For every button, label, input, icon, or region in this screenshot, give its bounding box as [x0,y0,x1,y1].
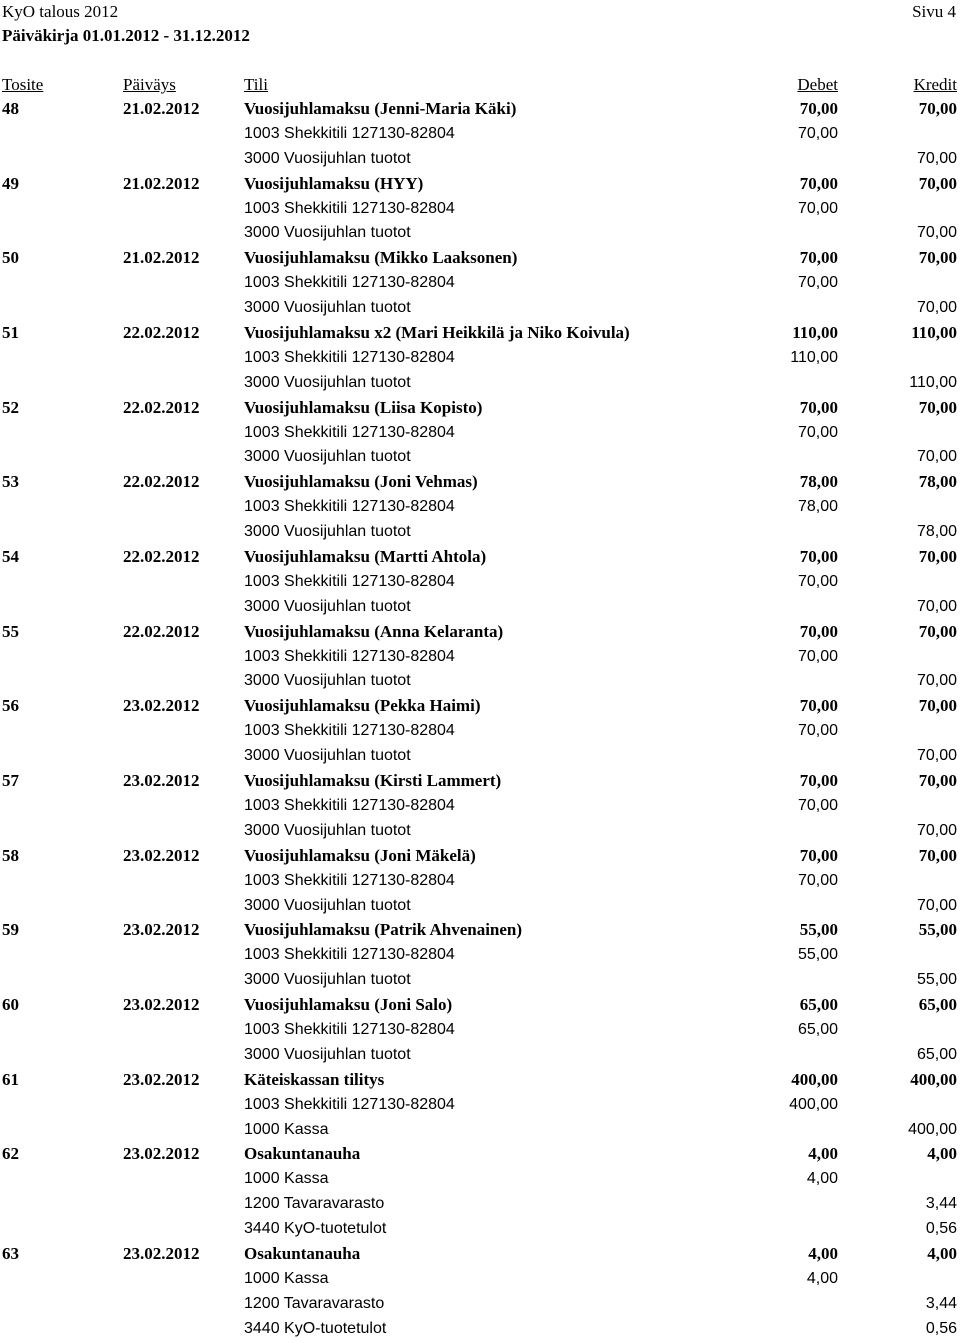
account-line-row [0,271,960,296]
voucher-number: 53 [2,472,19,492]
account-name: 3440 KyO-tuotetulot [244,1220,387,1238]
account-line-row [0,1118,960,1143]
line-debet: 4,00 [806,1269,838,1287]
line-kredit: 65,00 [916,1045,957,1063]
line-kredit: 3,44 [925,1294,957,1312]
page-number: Sivu 4 [912,2,956,21]
line-kredit: 400,00 [908,1120,957,1138]
account-name: 3000 Vuosijuhlan tuotot [244,299,411,317]
line-debet: 400,00 [789,1095,838,1113]
entry-debet-total: 78,00 [799,472,838,492]
line-debet: 70,00 [797,572,838,590]
account-line-row [0,645,960,670]
line-debet: 70,00 [797,199,838,217]
entry-debet-total: 70,00 [799,547,838,567]
entry-kredit-total: 70,00 [918,621,957,641]
entry-debet-total: 70,00 [799,621,838,641]
entry-description: Osakuntanauha [244,1144,361,1164]
line-kredit: 0,56 [925,1319,957,1337]
voucher-number: 54 [2,547,19,567]
entry-date: 23.02.2012 [123,1144,200,1164]
entry-kredit-total: 110,00 [911,323,957,343]
account-line-row [0,1292,960,1317]
entry-description: Vuosijuhlamaksu (Joni Vehmas) [244,472,478,492]
account-line-row [0,197,960,222]
account-name: 3000 Vuosijuhlan tuotot [244,896,411,914]
entry-header-row [0,918,960,943]
entry-debet-total: 70,00 [799,771,838,791]
line-kredit: 70,00 [916,224,957,242]
account-line-row [0,495,960,520]
entry-kredit-total: 70,00 [918,248,957,268]
account-line-row [0,346,960,371]
account-name: 1200 Tavaravarasto [244,1294,385,1312]
account-name: 3000 Vuosijuhlan tuotot [244,821,411,839]
entry-date: 23.02.2012 [123,995,200,1015]
entry-header-row [0,1142,960,1167]
account-line-row [0,1167,960,1192]
line-kredit: 70,00 [916,747,957,765]
entry-description: Osakuntanauha [244,1243,361,1263]
entry-date: 22.02.2012 [123,547,200,567]
account-name: 1003 Shekkitili 127130-82804 [244,722,455,740]
voucher-number: 62 [2,1144,19,1164]
entry-debet-total: 70,00 [799,99,838,118]
entry-debet-total: 55,00 [799,920,838,940]
voucher-number: 57 [2,771,19,791]
entry-header-row [0,246,960,271]
entry-date: 23.02.2012 [123,696,200,716]
account-name: 3000 Vuosijuhlan tuotot [244,672,411,690]
entry-kredit-total: 400,00 [910,1069,957,1089]
entry-kredit-total: 70,00 [918,696,957,716]
entry-date: 23.02.2012 [123,920,200,940]
entry-description: Vuosijuhlamaksu (Jenni-Maria Käki) [244,99,517,118]
entry-description: Vuosijuhlamaksu (Mikko Laaksonen) [244,248,518,268]
entry-kredit-total: 4,00 [927,1243,957,1263]
entry-kredit-total: 55,00 [918,920,957,940]
entry-debet-total: 65,00 [799,995,838,1015]
entry-header-row [0,396,960,421]
account-name: 1003 Shekkitili 127130-82804 [244,423,455,441]
line-debet: 70,00 [797,647,838,665]
entry-kredit-total: 70,00 [918,173,957,193]
entry-description: Vuosijuhlamaksu (Kirsti Lammert) [244,771,502,791]
account-line-row [0,570,960,595]
account-name: 3000 Vuosijuhlan tuotot [244,971,411,989]
account-line-row [0,371,960,396]
line-debet: 70,00 [797,722,838,740]
entry-header-row [0,545,960,570]
entry-date: 21.02.2012 [123,248,200,268]
account-line-row [0,1093,960,1118]
entry-description: Vuosijuhlamaksu (Martti Ahtola) [244,547,487,567]
account-line-row [0,122,960,147]
column-header-tili: Tili [244,75,268,94]
account-line-row [0,1192,960,1217]
line-debet: 70,00 [797,124,838,142]
account-line-row [0,1217,960,1242]
account-line-row [0,445,960,470]
account-name: 3440 KyO-tuotetulot [244,1319,387,1337]
line-debet: 110,00 [790,348,838,366]
account-line-row [0,1018,960,1043]
line-debet: 65,00 [797,1020,838,1038]
entry-kredit-total: 4,00 [927,1144,957,1164]
line-kredit: 0,56 [925,1220,957,1238]
entry-description: Vuosijuhlamaksu (HYY) [244,173,424,193]
account-name: 1003 Shekkitili 127130-82804 [244,199,455,217]
entry-description: Vuosijuhlamaksu (Joni Salo) [244,995,453,1015]
entry-date: 22.02.2012 [123,621,200,641]
account-name: 1200 Tavaravarasto [244,1195,385,1213]
account-name: 1000 Kassa [244,1120,329,1138]
account-name: 1000 Kassa [244,1269,329,1287]
account-name: 3000 Vuosijuhlan tuotot [244,597,411,615]
entry-debet-total: 400,00 [791,1069,838,1089]
account-line-row [0,968,960,993]
voucher-number: 55 [2,621,19,641]
voucher-number: 61 [2,1069,19,1089]
account-line-row [0,744,960,769]
account-line-row [0,147,960,172]
account-name: 1003 Shekkitili 127130-82804 [244,946,455,964]
column-header-debet: Debet [797,75,838,94]
account-line-row [0,794,960,819]
account-name: 3000 Vuosijuhlan tuotot [244,523,411,541]
entry-description: Vuosijuhlamaksu x2 (Mari Heikkilä ja Niko Koivula) [244,323,630,343]
entry-header-row [0,844,960,869]
line-kredit: 70,00 [916,448,957,466]
entry-kredit-total: 70,00 [918,99,957,118]
entry-debet-total: 70,00 [799,397,838,417]
entry-description: Vuosijuhlamaksu (Liisa Kopisto) [244,397,483,417]
line-kredit: 78,00 [916,523,957,541]
account-name: 1003 Shekkitili 127130-82804 [244,1095,455,1113]
entry-header-row [0,993,960,1018]
entry-date: 21.02.2012 [123,173,200,193]
voucher-number: 58 [2,845,19,865]
account-line-row [0,719,960,744]
entry-header-row [0,321,960,346]
account-line-row [0,1267,960,1292]
account-name: 1003 Shekkitili 127130-82804 [244,871,455,889]
voucher-number: 50 [2,248,19,268]
column-header-kredit: Kredit [913,75,957,94]
entry-debet-total: 4,00 [808,1243,838,1263]
entry-header-row [0,1068,960,1093]
entry-header-row [0,1242,960,1267]
org-title: KyO talous 2012 [2,2,119,21]
entry-date: 22.02.2012 [123,397,200,417]
account-name: 1003 Shekkitili 127130-82804 [244,274,455,292]
account-name: 3000 Vuosijuhlan tuotot [244,224,411,242]
journal-entries [0,97,960,1342]
account-line-row [0,595,960,620]
entry-debet-total: 70,00 [799,173,838,193]
line-debet: 70,00 [797,871,838,889]
voucher-number: 59 [2,920,19,940]
entry-description: Vuosijuhlamaksu (Anna Kelaranta) [244,621,504,641]
line-debet: 55,00 [797,946,838,964]
account-line-row [0,1317,960,1342]
entry-debet-total: 70,00 [799,696,838,716]
entry-header-row [0,172,960,197]
voucher-number: 52 [2,397,19,417]
entry-description: Vuosijuhlamaksu (Patrik Ahvenainen) [244,920,523,940]
line-kredit: 3,44 [925,1195,957,1213]
line-kredit: 70,00 [916,896,957,914]
voucher-number: 48 [2,99,19,118]
entry-description: Käteiskassan tilitys [244,1069,385,1089]
account-name: 1000 Kassa [244,1170,329,1188]
line-kredit: 55,00 [916,971,957,989]
account-name: 1003 Shekkitili 127130-82804 [244,1020,455,1038]
entry-date: 23.02.2012 [123,1069,200,1089]
entry-debet-total: 4,00 [808,1144,838,1164]
column-header-tosite: Tosite [2,75,44,94]
line-kredit: 70,00 [916,149,957,167]
account-name: 3000 Vuosijuhlan tuotot [244,747,411,765]
account-name: 1003 Shekkitili 127130-82804 [244,348,455,366]
entry-kredit-total: 65,00 [918,995,957,1015]
line-debet: 70,00 [797,796,838,814]
account-name: 1003 Shekkitili 127130-82804 [244,572,455,590]
account-name: 3000 Vuosijuhlan tuotot [244,448,411,466]
account-line-row [0,221,960,246]
voucher-number: 51 [2,323,19,343]
account-line-row [0,943,960,968]
voucher-number: 63 [2,1243,19,1263]
entry-header-row [0,769,960,794]
line-debet: 70,00 [797,423,838,441]
voucher-number: 49 [2,173,19,193]
entry-description: Vuosijuhlamaksu (Pekka Haimi) [244,696,481,716]
account-line-row [0,819,960,844]
line-debet: 78,00 [797,498,838,516]
line-kredit: 70,00 [916,299,957,317]
line-debet: 4,00 [806,1170,838,1188]
entry-header-row [0,620,960,645]
entry-kredit-total: 70,00 [918,771,957,791]
account-line-row [0,520,960,545]
entry-debet-total: 70,00 [799,248,838,268]
entry-date: 21.02.2012 [123,99,200,118]
account-line-row [0,421,960,446]
account-line-row [0,869,960,894]
voucher-number: 60 [2,995,19,1015]
line-kredit: 70,00 [916,672,957,690]
entry-kredit-total: 70,00 [918,845,957,865]
entry-date: 23.02.2012 [123,845,200,865]
account-name: 3000 Vuosijuhlan tuotot [244,149,411,167]
account-name: 1003 Shekkitili 127130-82804 [244,124,455,142]
voucher-number: 56 [2,696,19,716]
account-name: 3000 Vuosijuhlan tuotot [244,1045,411,1063]
account-line-row [0,1043,960,1068]
line-debet: 70,00 [797,274,838,292]
entry-kredit-total: 78,00 [918,472,957,492]
entry-description: Vuosijuhlamaksu (Joni Mäkelä) [244,845,476,865]
account-name: 3000 Vuosijuhlan tuotot [244,373,411,391]
entry-date: 22.02.2012 [123,323,200,343]
entry-debet-total: 110,00 [792,323,838,343]
entry-date: 22.02.2012 [123,472,200,492]
entry-date: 23.02.2012 [123,1243,200,1263]
entry-header-row [0,694,960,719]
entry-debet-total: 70,00 [799,845,838,865]
line-kredit: 70,00 [916,821,957,839]
account-name: 1003 Shekkitili 127130-82804 [244,647,455,665]
account-line-row [0,296,960,321]
column-header-paivays: Päiväys [123,75,176,94]
line-kredit: 70,00 [916,597,957,615]
journal-title: Päiväkirja 01.01.2012 - 31.12.2012 [2,26,250,45]
line-kredit: 110,00 [909,373,957,391]
account-line-row [0,669,960,694]
entry-date: 23.02.2012 [123,771,200,791]
account-name: 1003 Shekkitili 127130-82804 [244,498,455,516]
entry-header-row [0,470,960,495]
entry-kredit-total: 70,00 [918,547,957,567]
entry-kredit-total: 70,00 [918,397,957,417]
account-name: 1003 Shekkitili 127130-82804 [244,796,455,814]
entry-header-row [0,97,960,122]
account-line-row [0,894,960,919]
